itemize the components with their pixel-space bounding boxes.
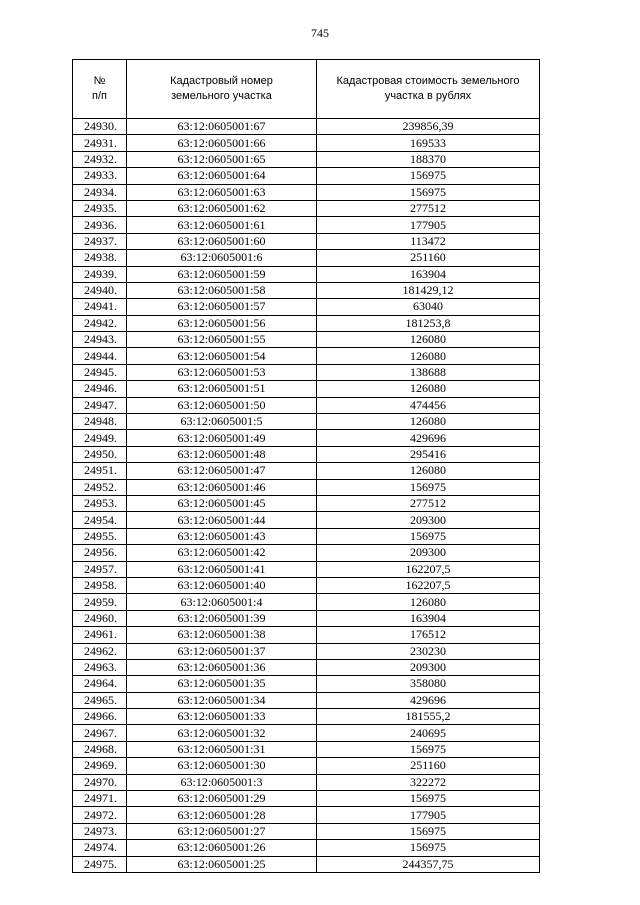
cadastral-number-cell: 63:12:0605001:34 bbox=[127, 692, 317, 708]
cadastral-number-cell: 63:12:0605001:28 bbox=[127, 807, 317, 823]
row-number-cell: 24941. bbox=[73, 299, 127, 315]
row-number-cell: 24967. bbox=[73, 725, 127, 741]
row-number-cell: 24961. bbox=[73, 627, 127, 643]
cadastral-value-cell: 181253,8 bbox=[317, 315, 540, 331]
table-row bbox=[73, 495, 540, 511]
row-number-cell: 24966. bbox=[73, 709, 127, 725]
header-cadastral-value bbox=[317, 60, 540, 119]
table-row bbox=[73, 594, 540, 610]
row-number-cell: 24968. bbox=[73, 741, 127, 757]
table-row bbox=[73, 184, 540, 200]
table-row bbox=[73, 430, 540, 446]
cadastral-value-cell: 429696 bbox=[317, 430, 540, 446]
table-row bbox=[73, 446, 540, 462]
cadastral-number-cell: 63:12:0605001:49 bbox=[127, 430, 317, 446]
table-row bbox=[73, 709, 540, 725]
cadastral-value-cell: 156975 bbox=[317, 479, 540, 495]
table-row bbox=[73, 610, 540, 626]
row-number-cell: 24952. bbox=[73, 479, 127, 495]
cadastral-number-cell: 63:12:0605001:48 bbox=[127, 446, 317, 462]
cadastral-number-cell: 63:12:0605001:5 bbox=[127, 414, 317, 430]
cadastral-value-cell: 156975 bbox=[317, 528, 540, 544]
cadastral-number-cell: 63:12:0605001:40 bbox=[127, 577, 317, 593]
row-number-cell: 24939. bbox=[73, 266, 127, 282]
cadastral-value-cell: 163904 bbox=[317, 610, 540, 626]
table-row bbox=[73, 577, 540, 593]
table-row bbox=[73, 315, 540, 331]
row-number-cell: 24964. bbox=[73, 676, 127, 692]
cadastral-value-cell: 209300 bbox=[317, 545, 540, 561]
row-number-cell: 24950. bbox=[73, 446, 127, 462]
table-row bbox=[73, 758, 540, 774]
cadastral-value-cell: 126080 bbox=[317, 348, 540, 364]
table-row bbox=[73, 299, 540, 315]
cadastral-number-cell: 63:12:0605001:27 bbox=[127, 823, 317, 839]
table-row bbox=[73, 807, 540, 823]
row-number-cell: 24948. bbox=[73, 414, 127, 430]
cadastral-number-cell: 63:12:0605001:65 bbox=[127, 151, 317, 167]
cadastral-value-cell: 251160 bbox=[317, 250, 540, 266]
cadastral-number-cell: 63:12:0605001:35 bbox=[127, 676, 317, 692]
row-number-cell: 24931. bbox=[73, 135, 127, 151]
table-row bbox=[73, 348, 540, 364]
cadastral-number-cell: 63:12:0605001:55 bbox=[127, 332, 317, 348]
cadastral-number-cell: 63:12:0605001:63 bbox=[127, 184, 317, 200]
row-number-cell: 24954. bbox=[73, 512, 127, 528]
table-header-row bbox=[73, 60, 540, 119]
row-number-cell: 24974. bbox=[73, 840, 127, 856]
cadastral-value-cell: 156975 bbox=[317, 741, 540, 757]
cadastral-number-cell: 63:12:0605001:32 bbox=[127, 725, 317, 741]
cadastral-value-cell: 177905 bbox=[317, 807, 540, 823]
row-number-cell: 24938. bbox=[73, 250, 127, 266]
cadastral-value-cell: 138688 bbox=[317, 364, 540, 380]
cadastral-value-cell: 113472 bbox=[317, 233, 540, 249]
cadastral-value-cell: 177905 bbox=[317, 217, 540, 233]
header-line: земельного участка bbox=[171, 90, 272, 102]
cadastral-value-cell: 162207,5 bbox=[317, 577, 540, 593]
cadastral-number-cell: 63:12:0605001:62 bbox=[127, 200, 317, 216]
cadastral-number-cell: 63:12:0605001:46 bbox=[127, 479, 317, 495]
table-row bbox=[73, 364, 540, 380]
cadastral-value-cell: 277512 bbox=[317, 495, 540, 511]
table-row bbox=[73, 282, 540, 298]
cadastral-value-cell: 188370 bbox=[317, 151, 540, 167]
cadastral-number-cell: 63:12:0605001:39 bbox=[127, 610, 317, 626]
row-number-cell: 24943. bbox=[73, 332, 127, 348]
row-number-cell: 24937. bbox=[73, 233, 127, 249]
row-number-cell: 24936. bbox=[73, 217, 127, 233]
cadastral-number-cell: 63:12:0605001:36 bbox=[127, 659, 317, 675]
header-line: п/п bbox=[92, 90, 107, 102]
cadastral-number-cell: 63:12:0605001:60 bbox=[127, 233, 317, 249]
table-row bbox=[73, 266, 540, 282]
cadastral-number-cell: 63:12:0605001:57 bbox=[127, 299, 317, 315]
cadastral-value-cell: 126080 bbox=[317, 381, 540, 397]
table-row bbox=[73, 840, 540, 856]
table-row bbox=[73, 774, 540, 790]
row-number-cell: 24959. bbox=[73, 594, 127, 610]
cadastral-value-cell: 474456 bbox=[317, 397, 540, 413]
table-row bbox=[73, 414, 540, 430]
table-row bbox=[73, 725, 540, 741]
table-row bbox=[73, 741, 540, 757]
cadastral-number-cell: 63:12:0605001:6 bbox=[127, 250, 317, 266]
page-number: 745 bbox=[311, 26, 329, 40]
row-number-cell: 24946. bbox=[73, 381, 127, 397]
header-row-number bbox=[73, 60, 127, 119]
row-number-cell: 24965. bbox=[73, 692, 127, 708]
cadastral-value-cell: 322272 bbox=[317, 774, 540, 790]
row-number-cell: 24940. bbox=[73, 282, 127, 298]
row-number-cell: 24930. bbox=[73, 119, 127, 135]
cadastral-number-cell: 63:12:0605001:25 bbox=[127, 856, 317, 872]
cadastral-number-cell: 63:12:0605001:38 bbox=[127, 627, 317, 643]
row-number-cell: 24962. bbox=[73, 643, 127, 659]
cadastral-value-cell: 156975 bbox=[317, 823, 540, 839]
row-number-cell: 24958. bbox=[73, 577, 127, 593]
cadastral-number-cell: 63:12:0605001:44 bbox=[127, 512, 317, 528]
cadastral-number-cell: 63:12:0605001:54 bbox=[127, 348, 317, 364]
cadastral-number-cell: 63:12:0605001:64 bbox=[127, 168, 317, 184]
cadastral-number-cell: 63:12:0605001:47 bbox=[127, 463, 317, 479]
row-number-cell: 24972. bbox=[73, 807, 127, 823]
cadastral-value-cell: 156975 bbox=[317, 791, 540, 807]
cadastral-number-cell: 63:12:0605001:42 bbox=[127, 545, 317, 561]
header-line: участка в рублях bbox=[384, 90, 472, 102]
cadastral-value-cell: 251160 bbox=[317, 758, 540, 774]
cadastral-number-cell: 63:12:0605001:26 bbox=[127, 840, 317, 856]
row-number-cell: 24935. bbox=[73, 200, 127, 216]
table-row bbox=[73, 332, 540, 348]
cadastral-value-cell: 156975 bbox=[317, 184, 540, 200]
table-row bbox=[73, 217, 540, 233]
cadastral-value-cell: 126080 bbox=[317, 463, 540, 479]
cadastral-number-cell: 63:12:0605001:29 bbox=[127, 791, 317, 807]
cadastral-number-cell: 63:12:0605001:41 bbox=[127, 561, 317, 577]
cadastral-value-cell: 181555,2 bbox=[317, 709, 540, 725]
table-row bbox=[73, 545, 540, 561]
cadastral-value-cell: 63040 bbox=[317, 299, 540, 315]
table-row bbox=[73, 823, 540, 839]
cadastral-value-cell: 230230 bbox=[317, 643, 540, 659]
row-number-cell: 24970. bbox=[73, 774, 127, 790]
table-row bbox=[73, 512, 540, 528]
cadastral-value-cell: 162207,5 bbox=[317, 561, 540, 577]
row-number-cell: 24957. bbox=[73, 561, 127, 577]
row-number-cell: 24975. bbox=[73, 856, 127, 872]
row-number-cell: 24971. bbox=[73, 791, 127, 807]
cadastral-value-cell: 156975 bbox=[317, 168, 540, 184]
table-row bbox=[73, 397, 540, 413]
row-number-cell: 24934. bbox=[73, 184, 127, 200]
cadastral-value-table bbox=[72, 59, 540, 873]
header-cadastral-number bbox=[127, 60, 317, 119]
row-number-cell: 24956. bbox=[73, 545, 127, 561]
cadastral-value-cell: 156975 bbox=[317, 840, 540, 856]
table-row bbox=[73, 233, 540, 249]
header-line: Кадастровый номер bbox=[170, 75, 273, 87]
table-row bbox=[73, 528, 540, 544]
cadastral-number-cell: 63:12:0605001:45 bbox=[127, 495, 317, 511]
row-number-cell: 24945. bbox=[73, 364, 127, 380]
table-row bbox=[73, 119, 540, 135]
table-row bbox=[73, 135, 540, 151]
cadastral-value-cell: 181429,12 bbox=[317, 282, 540, 298]
table-row bbox=[73, 627, 540, 643]
row-number-cell: 24947. bbox=[73, 397, 127, 413]
row-number-cell: 24953. bbox=[73, 495, 127, 511]
cadastral-number-cell: 63:12:0605001:66 bbox=[127, 135, 317, 151]
cadastral-value-cell: 209300 bbox=[317, 659, 540, 675]
table-row bbox=[73, 250, 540, 266]
table-row bbox=[73, 561, 540, 577]
row-number-cell: 24963. bbox=[73, 659, 127, 675]
cadastral-value-cell: 295416 bbox=[317, 446, 540, 462]
cadastral-value-cell: 429696 bbox=[317, 692, 540, 708]
table-row bbox=[73, 463, 540, 479]
cadastral-number-cell: 63:12:0605001:43 bbox=[127, 528, 317, 544]
row-number-cell: 24951. bbox=[73, 463, 127, 479]
table-row bbox=[73, 151, 540, 167]
cadastral-value-cell: 163904 bbox=[317, 266, 540, 282]
cadastral-number-cell: 63:12:0605001:53 bbox=[127, 364, 317, 380]
cadastral-number-cell: 63:12:0605001:33 bbox=[127, 709, 317, 725]
row-number-cell: 24942. bbox=[73, 315, 127, 331]
cadastral-number-cell: 63:12:0605001:30 bbox=[127, 758, 317, 774]
row-number-cell: 24949. bbox=[73, 430, 127, 446]
cadastral-number-cell: 63:12:0605001:50 bbox=[127, 397, 317, 413]
header-line: Кадастровая стоимость земельного bbox=[336, 75, 520, 87]
cadastral-value-cell: 358080 bbox=[317, 676, 540, 692]
cadastral-value-cell: 126080 bbox=[317, 594, 540, 610]
cadastral-number-cell: 63:12:0605001:58 bbox=[127, 282, 317, 298]
cadastral-value-cell: 169533 bbox=[317, 135, 540, 151]
cadastral-value-cell: 209300 bbox=[317, 512, 540, 528]
table-row bbox=[73, 676, 540, 692]
table-row bbox=[73, 381, 540, 397]
cadastral-value-cell: 176512 bbox=[317, 627, 540, 643]
table-row bbox=[73, 791, 540, 807]
cadastral-number-cell: 63:12:0605001:56 bbox=[127, 315, 317, 331]
row-number-cell: 24955. bbox=[73, 528, 127, 544]
cadastral-number-cell: 63:12:0605001:31 bbox=[127, 741, 317, 757]
cadastral-value-cell: 239856,39 bbox=[317, 119, 540, 135]
cadastral-value-cell: 277512 bbox=[317, 200, 540, 216]
row-number-cell: 24944. bbox=[73, 348, 127, 364]
cadastral-value-cell: 244357,75 bbox=[317, 856, 540, 872]
cadastral-number-cell: 63:12:0605001:67 bbox=[127, 119, 317, 135]
cadastral-value-cell: 126080 bbox=[317, 332, 540, 348]
header-line: № bbox=[93, 75, 106, 87]
cadastral-value-cell: 240695 bbox=[317, 725, 540, 741]
cadastral-number-cell: 63:12:0605001:3 bbox=[127, 774, 317, 790]
table-row bbox=[73, 168, 540, 184]
cadastral-number-cell: 63:12:0605001:4 bbox=[127, 594, 317, 610]
row-number-cell: 24932. bbox=[73, 151, 127, 167]
table-row bbox=[73, 692, 540, 708]
cadastral-number-cell: 63:12:0605001:59 bbox=[127, 266, 317, 282]
row-number-cell: 24973. bbox=[73, 823, 127, 839]
cadastral-number-cell: 63:12:0605001:37 bbox=[127, 643, 317, 659]
row-number-cell: 24960. bbox=[73, 610, 127, 626]
cadastral-number-cell: 63:12:0605001:61 bbox=[127, 217, 317, 233]
table-row bbox=[73, 479, 540, 495]
table-row bbox=[73, 659, 540, 675]
row-number-cell: 24933. bbox=[73, 168, 127, 184]
row-number-cell: 24969. bbox=[73, 758, 127, 774]
table-row bbox=[73, 200, 540, 216]
table-row bbox=[73, 856, 540, 872]
table-row bbox=[73, 643, 540, 659]
cadastral-value-cell: 126080 bbox=[317, 414, 540, 430]
cadastral-number-cell: 63:12:0605001:51 bbox=[127, 381, 317, 397]
